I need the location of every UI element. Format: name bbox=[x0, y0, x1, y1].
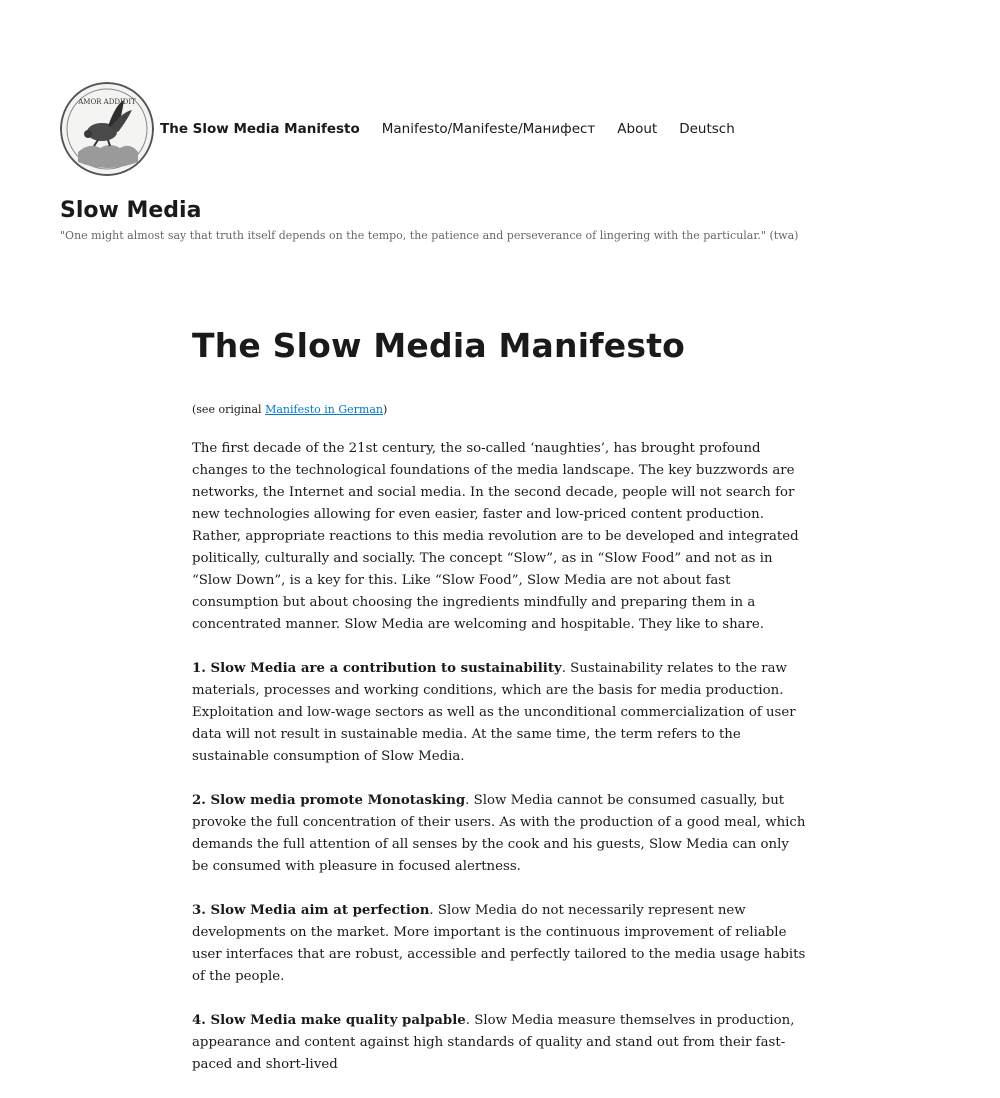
nav-item-manifesto[interactable]: Manifesto/Manifeste/Манифест bbox=[381, 121, 596, 137]
site-header bbox=[60, 82, 757, 176]
note-prefix: (see original bbox=[192, 403, 266, 416]
point-text: . Slow Media do not necessarily represent new developments on the market. More important is the continuous improvement of reliable user interfaces that are robust, accessible and perfectly tailored to the media usage habits of the people. bbox=[192, 903, 806, 984]
article-body bbox=[192, 438, 807, 1076]
site-tagline: "One might almost say that truth itself depends on the tempo, the patience and perseverance of lingering with the particular." (twa) bbox=[60, 229, 799, 242]
logo-motto: AMOR ADDIDIT bbox=[78, 98, 136, 106]
site-title[interactable]: Slow Media bbox=[60, 198, 202, 223]
german-manifesto-link[interactable]: Manifesto in German bbox=[265, 403, 383, 416]
point-heading: 3. Slow Media aim at perfection bbox=[192, 903, 430, 918]
manifesto-point bbox=[192, 1010, 807, 1076]
point-heading: 1. Slow Media are a contribution to sustainability bbox=[192, 661, 562, 676]
manifesto-point bbox=[192, 790, 807, 878]
manifesto-point bbox=[192, 900, 807, 988]
primary-nav bbox=[160, 121, 757, 137]
turtle-medallion-icon bbox=[60, 82, 154, 176]
article bbox=[192, 326, 807, 1098]
nav-brand-link[interactable]: The Slow Media Manifesto bbox=[160, 121, 360, 137]
intro-paragraph: The first decade of the 21st century, the so-called ‘naughties’, has brought profound changes to the technological foundations of the media landscape. The key buzzwords are networks, the Internet and social media. In the second decade, people will not search for new technologies allowing for even easier, faster and low-priced content production. Rather, appropriate reactions to this media revolution are to be developed and integrated politically, culturally and socially. The concept “Slow”, as in “Slow Food” and not as in “Slow Down”, is a key for this. Like “Slow Food”, Slow Media are not about fast consumption but about choosing the ingredients mindfully and preparing them in a concentrated manner. Slow Media are welcoming and hospitable. They like to share. bbox=[192, 441, 799, 632]
manifesto-point bbox=[192, 658, 807, 768]
point-text: . Sustainability relates to the raw materials, processes and working conditions, which are the basis for media production. Exploitation and low-wage sectors as well as the unconditional commercialization of user data will not result in sustainable media. At the same time, the term refers to the sustainable consumption of Slow Media. bbox=[192, 661, 796, 764]
point-heading: 2. Slow media promote Monotasking bbox=[192, 793, 466, 808]
point-text: . Slow Media measure themselves in production, appearance and content against high standards of quality and stand out from their fast-paced and short-lived bbox=[192, 1013, 795, 1072]
site-logo[interactable] bbox=[60, 82, 154, 176]
article-title: The Slow Media Manifesto bbox=[192, 326, 686, 365]
nav-item-deutsch[interactable]: Deutsch bbox=[679, 121, 735, 137]
original-note bbox=[192, 403, 807, 416]
note-suffix: ) bbox=[383, 403, 388, 416]
point-heading: 4. Slow Media make quality palpable bbox=[192, 1013, 466, 1028]
nav-item-about[interactable]: About bbox=[617, 121, 658, 137]
point-text: . Slow Media cannot be consumed casually, but provoke the full concentration of their users. As with the production of a good meal, which demands the full attention of all senses by the cook and his guests, Slow Media can only be consumed with pleasure in focused alertness. bbox=[192, 793, 806, 874]
